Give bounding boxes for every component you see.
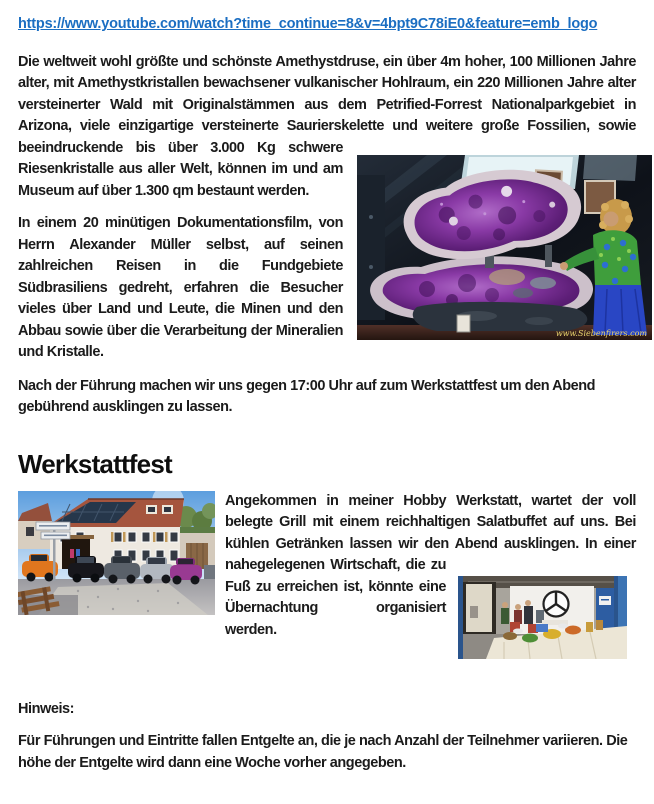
werkstattfest-section (18, 491, 637, 663)
werkstattfest-text-column (225, 491, 637, 663)
paragraph-werkstattfest-body: Angekommen in meiner Hobby Werkstatt, wartet der voll belegte Grill mit einem reichhaltigen Salatbuffet auf uns. Bei kühlen Getränken lassen wir den Abend ausklingen. In einer nahegelegenen Wirtschaft, die zu Fuß zu erreichen ist, könnte eine Übernachtung organisiert werden. (225, 492, 636, 638)
hinweis-label: Hinweis: (18, 700, 75, 717)
paragraph-film: In einem 20 minütigen Dokumentationsfilm, von Herrn Alexander Müller selbst, auf seinen zahlreichen Reisen in die Fundgebiete Südbrasiliens gedreht, erfahren die Besucher vieles über Land und Leute, die Minen und den Abbau sowie über die Verarbeitung der Mineralien und Kristalle. (18, 215, 343, 360)
mercedes-logo-icon (544, 591, 569, 616)
text-wrap-spacer (636, 52, 637, 155)
paragraph-werkstattfest-intro: Nach der Führung machen wir uns gegen 17:00 Uhr auf zum Werkstattfest um den Abend gebührend ausklingen zu lassen. (18, 377, 596, 415)
werkstattfest-heading: Werkstattfest (18, 448, 172, 479)
photo-watermark: www.Siebenfirers.com (555, 328, 647, 338)
workshop-party-photo (458, 576, 627, 659)
amethyst-geode-photo (357, 155, 652, 340)
workshop-building-photo (18, 491, 215, 615)
building-photo-art (18, 491, 215, 615)
museum-section (18, 52, 647, 364)
text-wrap-spacer (636, 491, 637, 576)
amethyst-photo-art (357, 155, 652, 340)
paragraph-museum: Die weltweit wohl größte und schönste Amethystdruse, ein über 4m hoher, 100 Millionen Jahre alter, mit Amethystkristallen bewachsener vulkanischer Hohlraum, ein 220 Millionen Jahre alter versteinerter Wald mit Originalstämmen aus dem Petrified-Forrest Nationalparkgebiet in Arizona, viele einzigartige versteinerte Saurierskelette und weitere große Fossilien, sowie beeindruckende bis über 3.000 Kg schwere Riesenkristalle aus aller Welt, können im und am Museum auf über 1.300 qm bestaunt werden. (18, 53, 636, 199)
workshop-photo-art (458, 576, 627, 659)
hinweis-body: Für Führungen und Eintritte fallen Entgelte an, die je nach Anzahl der Teilnehmer variieren. Die höhe der Entgelte wird dann eine Woche vorher angegeben. (18, 733, 628, 771)
youtube-link[interactable]: https://www.youtube.com/watch?time_continue=8&v=4bpt9C78iE0&feature=emb_logo (18, 16, 598, 32)
